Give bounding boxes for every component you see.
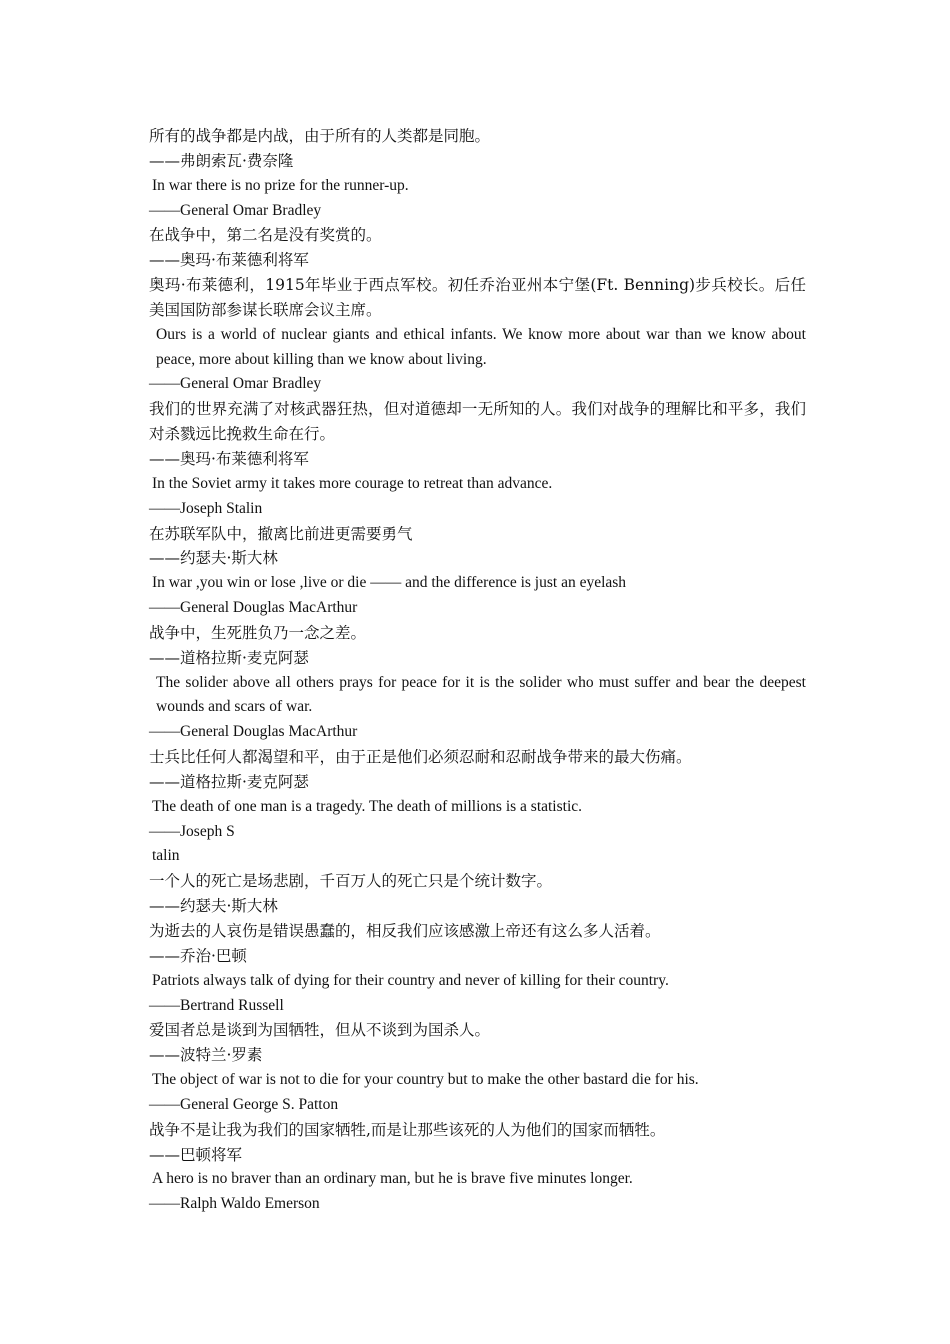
quote-attribution: ——General Douglas MacArthur [149,599,358,617]
document-body [144,124,806,1217]
quote-paragraph: 我们的世界充满了对核武器狂热，但对道德却一无所知的人。我们对战争的理解比和平多，我们对杀戮远比挽救生命在行。 [149,400,806,444]
quote-paragraph: The solider above all others prays for peace for it is the solider who must suffer and bear the deepest wounds and scars of war. [156,673,806,716]
quote-line: 在战争中，第二名是没有奖赏的。 [149,226,382,245]
quote-line: The object of war is not to die for your country but to make the other bastard die for his. [152,1071,699,1089]
quote-attribution: ——奥玛·布莱德利将军 [149,251,309,270]
quote-line: 士兵比任何人都渴望和平，由于正是他们必须忍耐和忍耐战争带来的最大伤痛。 [149,748,692,767]
quote-attribution: ——General Douglas MacArthur [149,723,358,741]
quote-attribution: ——Joseph S [149,822,235,840]
quote-paragraph: Ours is a world of nuclear giants and ethical infants. We know more about war than we know about peace, more about killing than we know about living. [156,325,806,368]
quote-line: The death of one man is a tragedy. The death of millions is a statistic. [152,797,583,815]
quote-attribution: ——波特兰·罗素 [149,1046,263,1065]
quote-attribution: ——乔治·巴顿 [149,946,247,965]
quote-attribution: ——约瑟夫·斯大林 [149,897,278,916]
quote-line: In war there is no prize for the runner-up. [152,176,409,194]
quote-attribution: ——约瑟夫·斯大林 [149,549,278,568]
quote-line: talin [152,847,180,865]
quote-line: 爱国者总是谈到为国牺牲，但从不谈到为国杀人。 [149,1021,491,1040]
quote-attribution: ——Bertrand Russell [149,996,284,1014]
quote-line: 在苏联军队中，撤离比前进更需要勇气 [149,524,413,543]
quote-attribution: ——General Omar Bradley [149,375,322,393]
quote-line: 战争中，生死胜负乃一念之差。 [149,623,367,642]
quote-line: 一个人的死亡是场悲剧，千百万人的死亡只是个统计数字。 [149,872,553,891]
quote-attribution: ——General Omar Bradley [149,201,322,219]
quote-attribution: ——弗朗索瓦·费奈隆 [149,151,294,170]
quote-attribution: ——道格拉斯·麦克阿瑟 [149,772,309,791]
quote-line: In war ,you win or lose ,live or die —— and the difference is just an eyelash [152,574,627,592]
quote-attribution: ——道格拉斯·麦克阿瑟 [149,648,309,667]
quote-line: Patriots always talk of dying for their country and never of killing for their country. [152,971,669,989]
quote-line: In the Soviet army it takes more courage to retreat than advance. [152,474,553,492]
quote-line: 为逝去的人哀伤是错误愚蠢的，相反我们应该感激上帝还有这么多人活着。 [149,922,661,940]
quote-paragraph: 奥玛·布莱德利，1915年毕业于西点军校。初任乔治亚州本宁堡(Ft. Benning)步兵校长。后任美国国防部参谋长联席会议主席。 [149,276,806,319]
quote-attribution: ——巴顿将军 [149,1145,243,1164]
quote-line: 战争不是让我为我们的国家牺牲,而是让那些该死的人为他们的国家而牺牲。 [149,1120,666,1139]
quote-line: 所有的战争都是内战，由于所有的人类都是同胞。 [149,127,491,145]
quote-attribution: ——Ralph Waldo Emerson [149,1195,320,1213]
quote-attribution: ——Joseph Stalin [149,499,263,517]
quote-line: A hero is no braver than an ordinary man, but he is brave five minutes longer. [152,1170,633,1188]
quote-attribution: ——奥玛·布莱德利将军 [149,449,309,468]
quote-attribution: ——General George S. Patton [149,1095,339,1113]
